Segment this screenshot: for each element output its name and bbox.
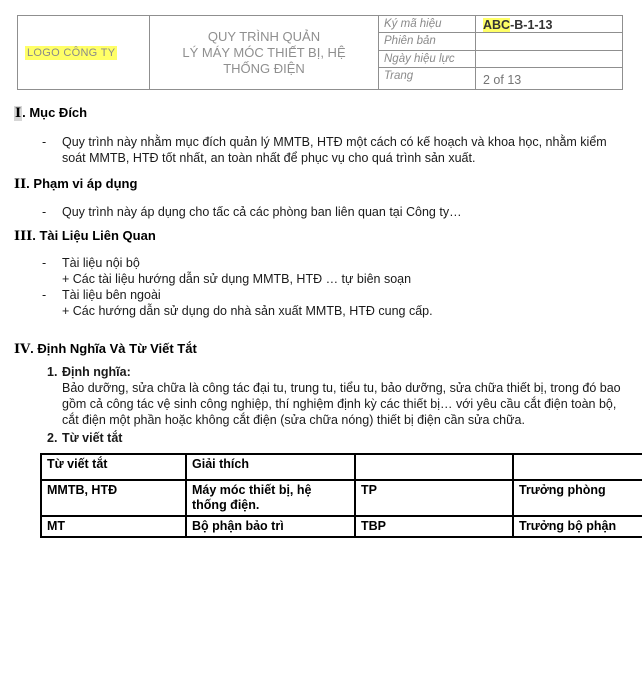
section-4-title: . Định Nghĩa Và Từ Viết Tắt [30, 341, 197, 356]
dash-bullet: - [42, 205, 47, 219]
table-cell: Máy móc thiết bị, hệ thống điện. [186, 480, 355, 516]
definition-paragraph: Bảo dưỡng, sửa chữa là công tác đại tu, trung tu, tiểu tu, bảo dưỡng, sửa chữa thiết bị, trong đó bao gồm cả công tác vệ sinh công nghiệp, thí nghiệm định kỳ các thiết bị… với yêu cầu cắt điện toàn bộ, cắt điện một phần hoặc không cắt điện (sửa chữa nóng) thiết bị điện cần sửa chữa. [62, 381, 621, 427]
definition-subheading [47, 364, 632, 380]
info-row-code [379, 16, 622, 33]
section-4-heading [14, 341, 632, 358]
info-label-code: Ký mã hiệu [379, 16, 476, 32]
info-label-effective-date: Ngày hiệu lực [379, 51, 476, 67]
table-cell: Trưởng phòng [513, 480, 642, 516]
document-header-table [17, 15, 623, 90]
abbreviation-subheading [47, 430, 632, 446]
section-1-bullet [42, 134, 632, 166]
info-row-page [379, 68, 622, 89]
info-row-effective-date [379, 51, 622, 68]
document-title [150, 16, 379, 89]
subitem-number: 2. [47, 431, 58, 445]
table-cell: Trưởng bộ phận [513, 516, 642, 537]
info-label-version: Phiên bản [379, 33, 476, 49]
document-info-table [379, 16, 622, 89]
table-cell: TP [355, 480, 513, 516]
document-code-rest: -B-1-13 [510, 18, 553, 32]
section-2-title: . Phạm vi áp dụng [26, 176, 138, 191]
section-2-bullet-text: Quy trình này áp dụng cho tấc cả các phòng ban liên quan tại Công ty… [62, 205, 462, 219]
section-3-heading [14, 228, 632, 245]
table-cell: MMTB, HTĐ [41, 480, 186, 516]
table-cell: Bộ phận bảo trì [186, 516, 355, 537]
section-3-title: . Tài Liệu Liên Quan [32, 228, 156, 243]
section-1-title: . Mục Đích [22, 105, 88, 120]
subitem-number: 1. [47, 365, 58, 379]
document-title-line: THỐNG ĐIỆN [223, 60, 305, 76]
table-header-row [41, 454, 642, 480]
table-cell: MT [41, 516, 186, 537]
document-title-line: QUY TRÌNH QUẢN [207, 28, 321, 44]
section-1-bullet-text: Quy trình này nhằm mục đích quản lý MMTB, HTĐ một cách có kế hoạch và khoa học, nhằm kiểm soát MMTB, HTĐ tốt nhất, an toàn nhất để phục vụ cho quá trình sản xuất. [62, 135, 607, 165]
section-3-bullet-1 [42, 255, 632, 271]
dash-bullet: - [42, 256, 47, 270]
section-4-numeral: IV [14, 342, 31, 357]
section-2-bullet [42, 204, 632, 220]
section-1-heading [14, 105, 632, 122]
info-value-version [476, 33, 622, 49]
table-cell [513, 454, 642, 480]
table-row [41, 480, 642, 516]
company-logo: LOGO CÔNG TY [27, 46, 116, 59]
document-title-line: LÝ MÁY MÓC THIẾT BỊ, HỆ [182, 44, 346, 60]
section-3-subitem-1: + Các tài liệu hướng dẫn sử dụng MMTB, HTĐ … tự biên soạn [62, 272, 412, 286]
company-logo-cell [18, 16, 150, 89]
document-body [14, 105, 632, 538]
document-code-highlight: ABC [483, 18, 511, 32]
table-cell: Từ viết tắt [41, 454, 186, 480]
dash-bullet: - [42, 135, 47, 149]
abbreviation-subheading-text: Từ viết tắt [62, 431, 123, 445]
table-cell [355, 454, 513, 480]
table-row [41, 516, 642, 537]
info-row-version [379, 33, 622, 50]
dash-bullet: - [42, 288, 47, 302]
table-cell: Giải thích [186, 454, 355, 480]
definition-subheading-text: Định nghĩa: [62, 365, 131, 379]
section-3-bullet-2-text: Tài liệu bên ngoài [62, 288, 161, 302]
section-3-bullet-2 [42, 287, 632, 303]
section-3-bullet-1-text: Tài liệu nội bộ [62, 256, 140, 270]
info-value-code [476, 16, 622, 32]
page-number: 2 of 13 [483, 73, 522, 88]
section-1-numeral: I [15, 106, 22, 121]
section-3-subitem-2: + Các hướng dẫn sử dụng do nhà sản xuất MMTB, HTĐ cung cấp. [62, 304, 433, 318]
table-cell: TBP [355, 516, 513, 537]
info-value-effective-date [476, 51, 622, 67]
abbreviation-table [40, 453, 642, 538]
info-label-page: Trang [379, 68, 476, 89]
section-2-heading [14, 176, 632, 193]
section-3-numeral: III [14, 229, 33, 244]
section-2-numeral: II [14, 177, 27, 192]
